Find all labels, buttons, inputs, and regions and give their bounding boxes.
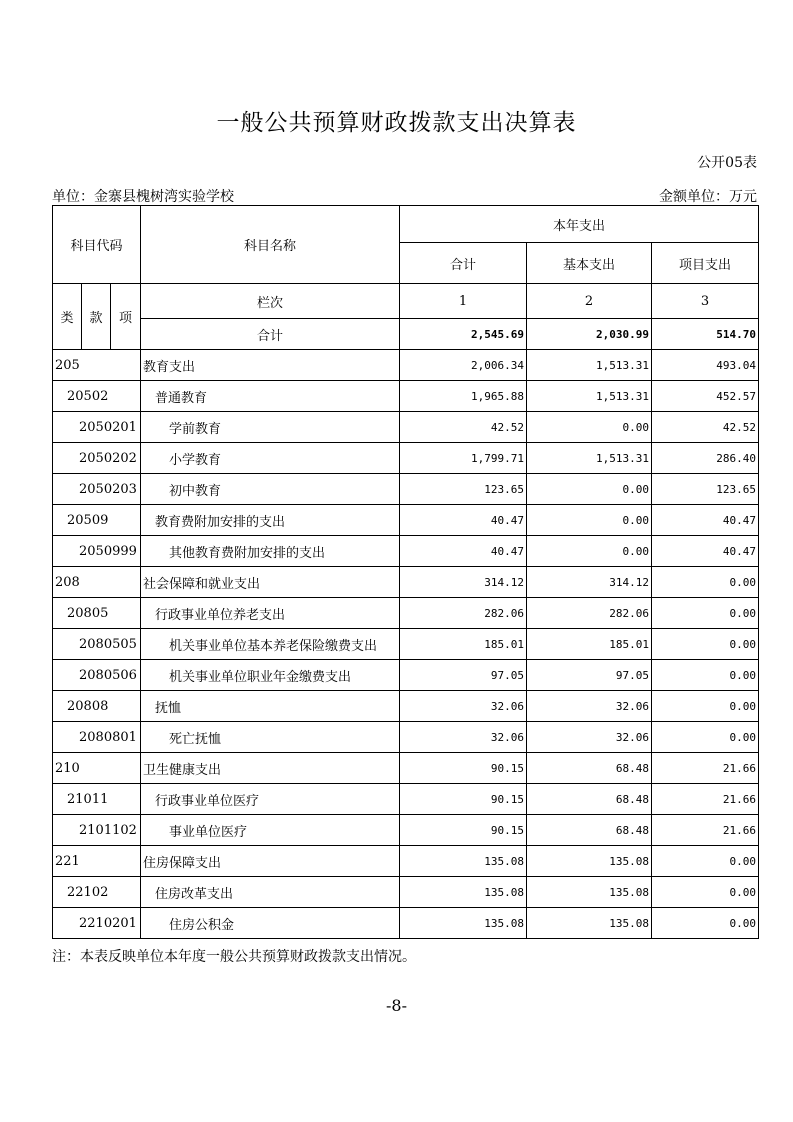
row-project: 0.00 xyxy=(652,877,759,908)
table-row xyxy=(53,350,759,381)
row-total: 2,006.34 xyxy=(400,350,527,381)
table-row xyxy=(53,505,759,536)
row-code: 20509 xyxy=(53,505,141,536)
table-row xyxy=(53,536,759,567)
row-basic: 68.48 xyxy=(527,784,652,815)
row-project: 21.66 xyxy=(652,784,759,815)
row-code: 2080506 xyxy=(53,660,141,691)
table-row xyxy=(53,753,759,784)
row-total: 123.65 xyxy=(400,474,527,505)
row-basic: 135.08 xyxy=(527,877,652,908)
table-row xyxy=(53,815,759,846)
row-project: 0.00 xyxy=(652,660,759,691)
row-code: 2050201 xyxy=(53,412,141,443)
row-total: 314.12 xyxy=(400,567,527,598)
table-code: 公开05表 xyxy=(697,155,757,171)
header-kuan: 款 xyxy=(82,284,111,350)
row-code: 22102 xyxy=(53,877,141,908)
row-name: 普通教育 xyxy=(141,381,400,412)
table-row xyxy=(53,660,759,691)
row-basic: 314.12 xyxy=(527,567,652,598)
row-total: 32.06 xyxy=(400,691,527,722)
row-basic: 0.00 xyxy=(527,412,652,443)
row-code: 2101102 xyxy=(53,815,141,846)
row-name: 小学教育 xyxy=(141,443,400,474)
page-number-text: -8- xyxy=(386,996,407,1015)
table-row xyxy=(53,722,759,753)
row-project: 0.00 xyxy=(652,908,759,939)
row-name: 卫生健康支出 xyxy=(141,753,400,784)
row-code: 20502 xyxy=(53,381,141,412)
table-row xyxy=(53,412,759,443)
header-name: 科目名称 xyxy=(141,206,400,284)
row-code: 20805 xyxy=(53,598,141,629)
row-name: 住房保障支出 xyxy=(141,846,400,877)
row-project: 493.04 xyxy=(652,350,759,381)
table-row xyxy=(53,381,759,412)
row-code: 2210201 xyxy=(53,908,141,939)
row-name: 教育支出 xyxy=(141,350,400,381)
row-basic: 185.01 xyxy=(527,629,652,660)
row-basic: 0.00 xyxy=(527,536,652,567)
header-xiang: 项 xyxy=(111,284,141,350)
row-code: 210 xyxy=(53,753,141,784)
table-row xyxy=(53,877,759,908)
row-basic: 68.48 xyxy=(527,815,652,846)
header-project: 项目支出 xyxy=(652,243,759,284)
amount-unit: 金额单位：万元 xyxy=(659,189,757,205)
table-row xyxy=(53,567,759,598)
row-code: 2050203 xyxy=(53,474,141,505)
row-total: 97.05 xyxy=(400,660,527,691)
row-total: 135.08 xyxy=(400,846,527,877)
row-project: 286.40 xyxy=(652,443,759,474)
header-code: 科目代码 xyxy=(53,206,141,284)
row-total: 1,965.88 xyxy=(400,381,527,412)
row-total: 135.08 xyxy=(400,908,527,939)
row-code: 221 xyxy=(53,846,141,877)
header-column-no: 栏次 xyxy=(141,284,400,319)
row-basic: 1,513.31 xyxy=(527,443,652,474)
row-project: 40.47 xyxy=(652,536,759,567)
summary-basic: 2,030.99 xyxy=(527,319,652,350)
row-basic: 282.06 xyxy=(527,598,652,629)
row-project: 0.00 xyxy=(652,567,759,598)
row-code: 2050202 xyxy=(53,443,141,474)
row-project: 452.57 xyxy=(652,381,759,412)
footnote: 注：本表反映单位本年度一般公共预算财政拨款支出情况。 xyxy=(52,949,416,965)
row-project: 21.66 xyxy=(652,753,759,784)
table-row xyxy=(53,846,759,877)
row-total: 42.52 xyxy=(400,412,527,443)
summary-project: 514.70 xyxy=(652,319,759,350)
header-basic: 基本支出 xyxy=(527,243,652,284)
header-col2: 2 xyxy=(527,284,652,319)
row-name: 行政事业单位医疗 xyxy=(141,784,400,815)
row-name: 机关事业单位基本养老保险缴费支出 xyxy=(141,629,400,660)
row-total: 32.06 xyxy=(400,722,527,753)
row-total: 90.15 xyxy=(400,784,527,815)
header-col1: 1 xyxy=(400,284,527,319)
table-row xyxy=(53,629,759,660)
row-name: 其他教育费附加安排的支出 xyxy=(141,536,400,567)
row-project: 0.00 xyxy=(652,846,759,877)
row-total: 40.47 xyxy=(400,505,527,536)
row-basic: 135.08 xyxy=(527,908,652,939)
row-basic: 32.06 xyxy=(527,691,652,722)
row-project: 40.47 xyxy=(652,505,759,536)
row-total: 90.15 xyxy=(400,753,527,784)
header-total: 合计 xyxy=(400,243,527,284)
row-basic: 1,513.31 xyxy=(527,350,652,381)
row-code: 2050999 xyxy=(53,536,141,567)
unit-name: 单位：金寨县槐树湾实验学校 xyxy=(52,189,234,205)
summary-total: 2,545.69 xyxy=(400,319,527,350)
row-basic: 68.48 xyxy=(527,753,652,784)
row-name: 抚恤 xyxy=(141,691,400,722)
row-total: 185.01 xyxy=(400,629,527,660)
summary-label: 合计 xyxy=(141,319,400,350)
row-name: 事业单位医疗 xyxy=(141,815,400,846)
row-name: 社会保障和就业支出 xyxy=(141,567,400,598)
expenditure-table xyxy=(52,205,759,939)
table-row xyxy=(53,443,759,474)
row-basic: 0.00 xyxy=(527,505,652,536)
row-project: 0.00 xyxy=(652,598,759,629)
row-project: 0.00 xyxy=(652,691,759,722)
row-name: 学前教育 xyxy=(141,412,400,443)
table-row xyxy=(53,784,759,815)
row-name: 住房公积金 xyxy=(141,908,400,939)
row-code: 208 xyxy=(53,567,141,598)
row-name: 死亡抚恤 xyxy=(141,722,400,753)
row-project: 123.65 xyxy=(652,474,759,505)
row-project: 42.52 xyxy=(652,412,759,443)
header-col3: 3 xyxy=(652,284,759,319)
row-code: 205 xyxy=(53,350,141,381)
row-basic: 32.06 xyxy=(527,722,652,753)
table-row xyxy=(53,908,759,939)
row-code: 2080801 xyxy=(53,722,141,753)
row-name: 住房改革支出 xyxy=(141,877,400,908)
row-total: 40.47 xyxy=(400,536,527,567)
row-code: 21011 xyxy=(53,784,141,815)
row-total: 90.15 xyxy=(400,815,527,846)
row-name: 初中教育 xyxy=(141,474,400,505)
row-code: 20808 xyxy=(53,691,141,722)
header-lei: 类 xyxy=(53,284,82,350)
row-name: 教育费附加安排的支出 xyxy=(141,505,400,536)
row-project: 21.66 xyxy=(652,815,759,846)
row-total: 135.08 xyxy=(400,877,527,908)
row-total: 282.06 xyxy=(400,598,527,629)
table-row xyxy=(53,691,759,722)
table-row xyxy=(53,598,759,629)
row-basic: 135.08 xyxy=(527,846,652,877)
row-basic: 97.05 xyxy=(527,660,652,691)
row-project: 0.00 xyxy=(652,629,759,660)
table-row xyxy=(53,474,759,505)
page-number xyxy=(0,996,793,1015)
page-title: 一般公共预算财政拨款支出决算表 xyxy=(216,110,577,136)
header-current-year: 本年支出 xyxy=(400,206,759,243)
row-name: 行政事业单位养老支出 xyxy=(141,598,400,629)
row-project: 0.00 xyxy=(652,722,759,753)
row-code: 2080505 xyxy=(53,629,141,660)
row-total: 1,799.71 xyxy=(400,443,527,474)
row-name: 机关事业单位职业年金缴费支出 xyxy=(141,660,400,691)
row-basic: 0.00 xyxy=(527,474,652,505)
row-basic: 1,513.31 xyxy=(527,381,652,412)
